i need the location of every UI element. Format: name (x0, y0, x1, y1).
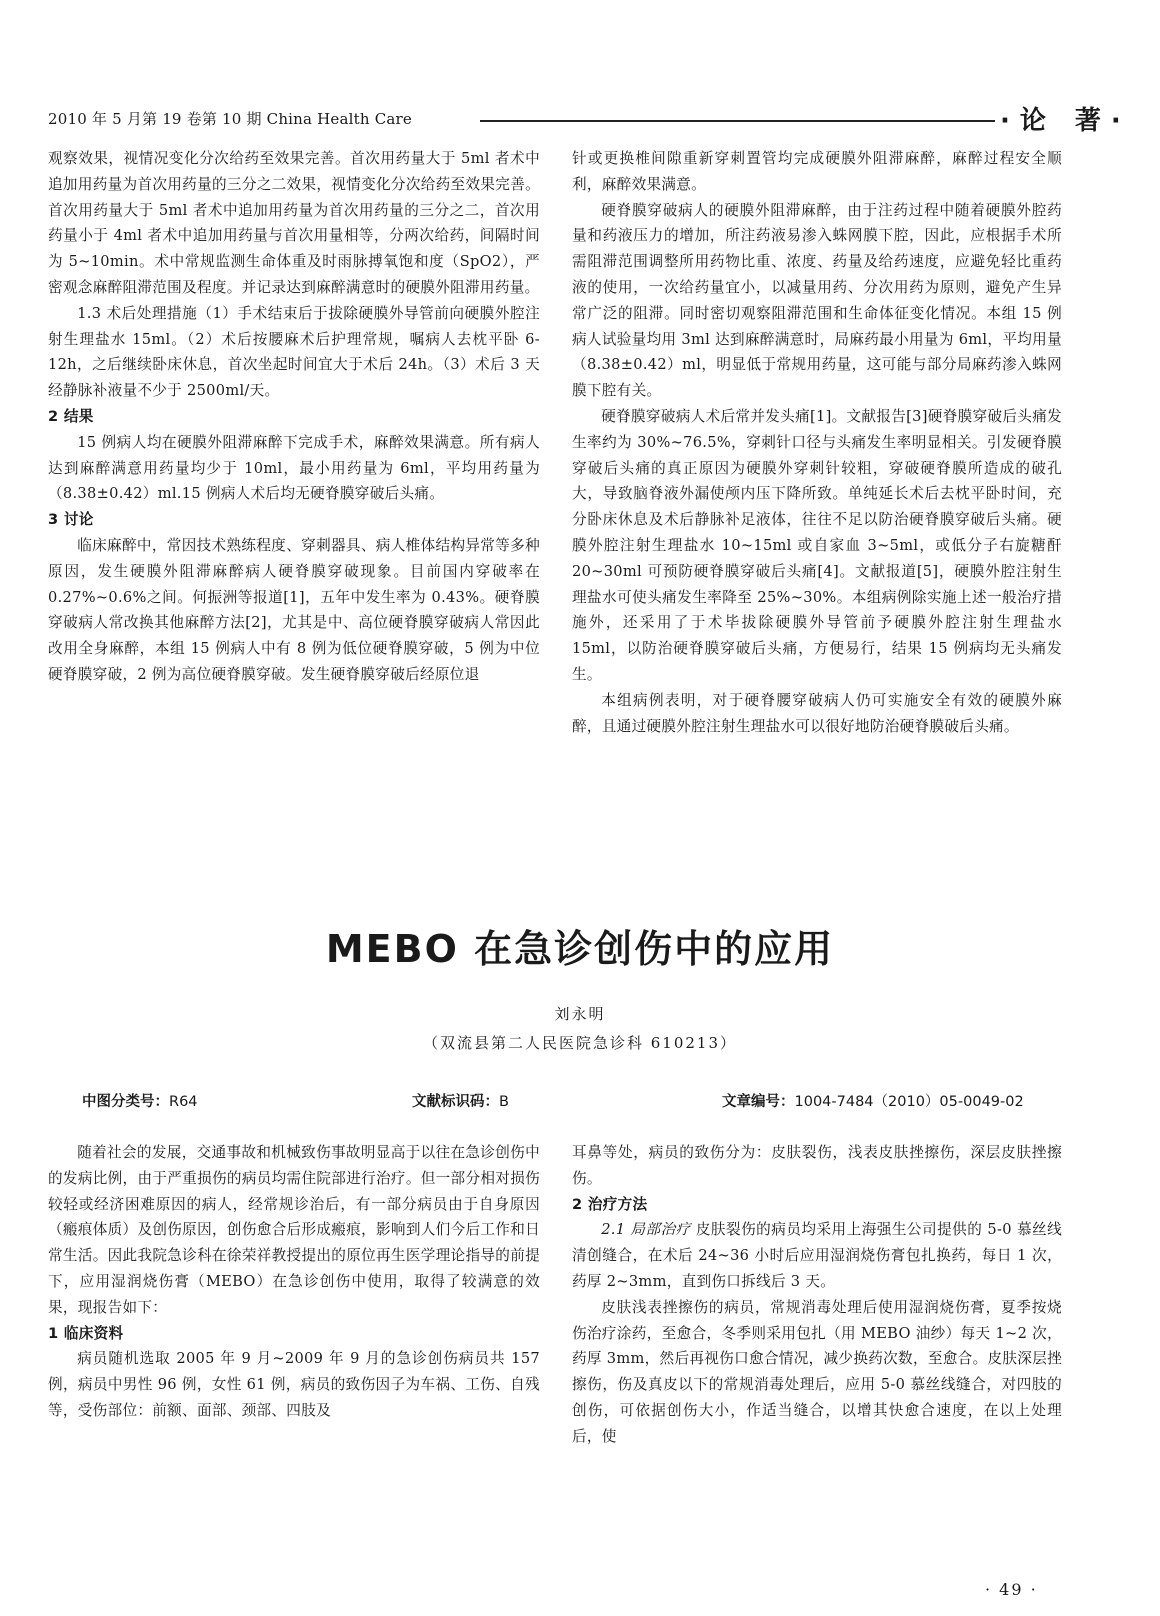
prev-article-right-column (572, 146, 1062, 886)
article-number (722, 1090, 1024, 1111)
paragraph-text: 皮肤裂伤的病员均采用上海强生公司提供的 5-0 慕丝线清创缝合，在术后 24~36 小时后应用湿润烧伤膏包扎换药，每日 1 次，药厚 2~3mm，直到伤口拆线后 3 天。 (572, 1221, 1063, 1290)
section-heading-clinical-data: 1 临床资料 (48, 1324, 124, 1342)
journal-info: 2010 年 5 月第 19 卷第 10 期 China Health Care (48, 110, 412, 128)
paragraph: 随着社会的发展，交通事故和机械致伤事故明显高于以往在急诊创伤中的发病比例，由于严重损伤的病员均需住院部进行治疗。但一部分相对损伤较轻或经济困难原因的病人，经常规诊治后，有一部分病员由于自身原因（瘢痕体质）及创伤原因，创伤愈合后形成瘢痕，影响到人们今后工作和日常生活。因此我院急诊科在徐荣祥教授提出的原位再生医学理论指导的前提下，应用湿润烧伤膏（MEBO）在急诊创伤中使用，取得了较满意的效果，现报告如下： (48, 1144, 540, 1316)
paragraph: 病员随机选取 2005 年 9 月~2009 年 9 月的急诊创伤病员共 157 例，病员中男性 96 例，女性 61 例，病员的致伤因子为车祸、工伤、自残等，受伤部位：前额、面部、颈部、四肢及 (48, 1350, 540, 1419)
section-label: ·论 著· (1000, 106, 1131, 136)
paragraph: 皮肤浅表挫擦伤的病员，常规消毒处理后使用湿润烧伤膏，夏季按烧伤治疗涂药，至愈合，冬季则采用包扎（用 MEBO 油纱）每天 1~2 次，药厚 3mm，然后再视伤口愈合情况，减少换药次数，至愈合。皮肤深层挫擦伤，伤及真皮以下的常规消毒处理后，应用 5-0 慕丝线缝合，对四肢的创伤，可依据创伤大小，作适当缝合，以增其快愈合速度，在以上处理后，使 (572, 1298, 1062, 1445)
section-heading-discussion: 3 讨论 (48, 511, 94, 529)
paragraph: 15 例病人均在硬膜外阻滞麻醉下完成手术，麻醉效果满意。所有病人达到麻醉满意用药量均少于 10ml，最小用药量为 6ml，平均用药量为（8.38±0.42）ml.15 例病人术后均无硬脊膜穿破后头痛。 (48, 433, 540, 503)
meta-value: R64 (169, 1094, 198, 1110)
article-right-column (572, 1140, 1062, 1520)
subsection-label: 2.1 局部治疗 (601, 1221, 691, 1239)
running-header (48, 100, 1131, 140)
paragraph: 观察效果，视情况变化分次给药至效果完善。首次用药量大于 5ml 者术中追加用药量为首次用药量的三分之二效果，视情变化分次给药至效果完善。首次用药量大于 5ml 者术中追加用药量为首次用药量的三分之二，首次用药量小于 4ml 者术中追加用药量与首次用量相等，分两次给药，间隔时间为 5~10min。术中常规监测生命体重及时雨脉搏氧饱和度（SpO2），严密观念麻醉阻滞范围及程度。并记录达到麻醉满意时的硬膜外阻滞用药量。 (48, 150, 540, 296)
meta-value: 1004-7484（2010）05-0049-02 (794, 1094, 1024, 1110)
section-heading-treatment: 2 治疗方法 (572, 1195, 648, 1213)
article-title: MEBO 在急诊创伤中的应用 (325, 927, 835, 971)
article-left-column (48, 1140, 540, 1520)
paragraph (572, 1217, 1062, 1294)
section-heading-results: 2 结果 (48, 407, 94, 425)
author: 刘永明 (554, 1005, 606, 1023)
paragraph: 硬脊膜穿破病人的硬膜外阻滞麻醉，由于注药过程中随着硬膜外腔药量和药液压力的增加，所注药液易渗入蛛网膜下腔，因此，应根据手术所需阻滞范围调整所用药物比重、浓度、药量及给药速度，应避免轻比重药液的使用，一次给药量宜小，以减量用药、分次用药为原则，避免产生异常广泛的阻滞。同时密切观察阻滞范围和生命体征变化情况。本组 15 例病人试验量均用 3ml 达到麻醉满意时，局麻药最小用量为 6ml，平均用量（8.38±0.42）ml，明显低于常规用药量，这可能与部分局麻药渗入蛛网膜下腔有关。 (572, 201, 1062, 400)
meta-label: 文章编号： (722, 1094, 795, 1110)
prev-article-left-column (48, 146, 540, 886)
paragraph: 硬脊膜穿破病人术后常并发头痛[1]。文献报告[3]硬脊膜穿破后头痛发生率约为 30%~76.5%，穿刺针口径与头痛发生率明显相关。引发硬脊膜穿破后头痛的真正原因为硬膜外穿刺针较粗，穿破硬脊膜所造成的破孔大，导致脑脊液外漏使颅内压下降所致。单纯延长术后去枕平卧时间，充分卧床休息及术后静脉补足液体，往往不足以防治硬脊膜穿破后头痛。硬膜外腔注射生理盐水 10~15ml 或自家血 3~5ml，或低分子右旋糖酐 20~30ml 可预防硬脊膜穿破后头痛[4]。文献报道[5]，硬膜外腔注射生理盐水可使头痛发生率降至 25%~30%。本组病例除实施上述一般治疗措施外，还采用了于术毕拔除硬膜外导管前予硬膜外腔注射生理盐水 15ml，以防治硬脊膜穿破后头痛，方便易行，结果 15 例病均无头痛发生。 (572, 407, 1062, 683)
page-number: · 49 · (985, 1580, 1038, 1599)
affiliation: （双流县第二人民医院急诊科 610213） (422, 1034, 738, 1052)
classification-number (82, 1090, 198, 1111)
paragraph: 本组病例表明，对于硬脊腰穿破病人仍可实施安全有效的硬膜外麻醉，且通过硬膜外腔注射生理盐水可以很好地防治硬脊膜破后头痛。 (572, 691, 1062, 735)
header-rule (480, 120, 995, 122)
meta-label: 文献标识码： (412, 1094, 499, 1110)
paragraph: 临床麻醉中，常因技术熟练程度、穿刺器具、病人椎体结构异常等多种原因，发生硬膜外阻滞麻醉病人硬脊膜穿破现象。目前国内穿破率在 0.27%~0.6%之间。何振洲等报道[1]，五年中发生率为 0.43%。硬脊膜穿破病人常改换其他麻醉方法[2]，尤其是中、高位硬脊膜穿破病人常因此改用全身麻醉，本组 15 例病人中有 8 例为低位硬脊膜穿破，5 例为中位硬脊膜穿破，2 例为高位硬脊膜穿破。发生硬脊膜穿破后经原位退 (48, 536, 540, 683)
paragraph: 耳鼻等处，病员的致伤分为：皮肤裂伤，浅表皮肤挫擦伤，深层皮肤挫擦伤。 (572, 1144, 1062, 1187)
paragraph: 针或更换椎间隙重新穿刺置管均完成硬膜外阻滞麻醉，麻醉过程安全顺利，麻醉效果满意。 (572, 150, 1062, 193)
paragraph: 1.3 术后处理措施（1）手术结束后于拔除硬膜外导管前向硬膜外腔注射生理盐水 15ml。（2）术后按腰麻术后护理常规，嘱病人去枕平卧 6-12h，之后继续卧床休息，首次坐起时间宜大于术后 24h。（3）术后 3 天经静脉补液量不少于 2500ml/天。 (48, 304, 540, 400)
meta-label: 中图分类号： (82, 1094, 169, 1110)
meta-value: B (499, 1094, 509, 1110)
document-code (412, 1090, 509, 1111)
